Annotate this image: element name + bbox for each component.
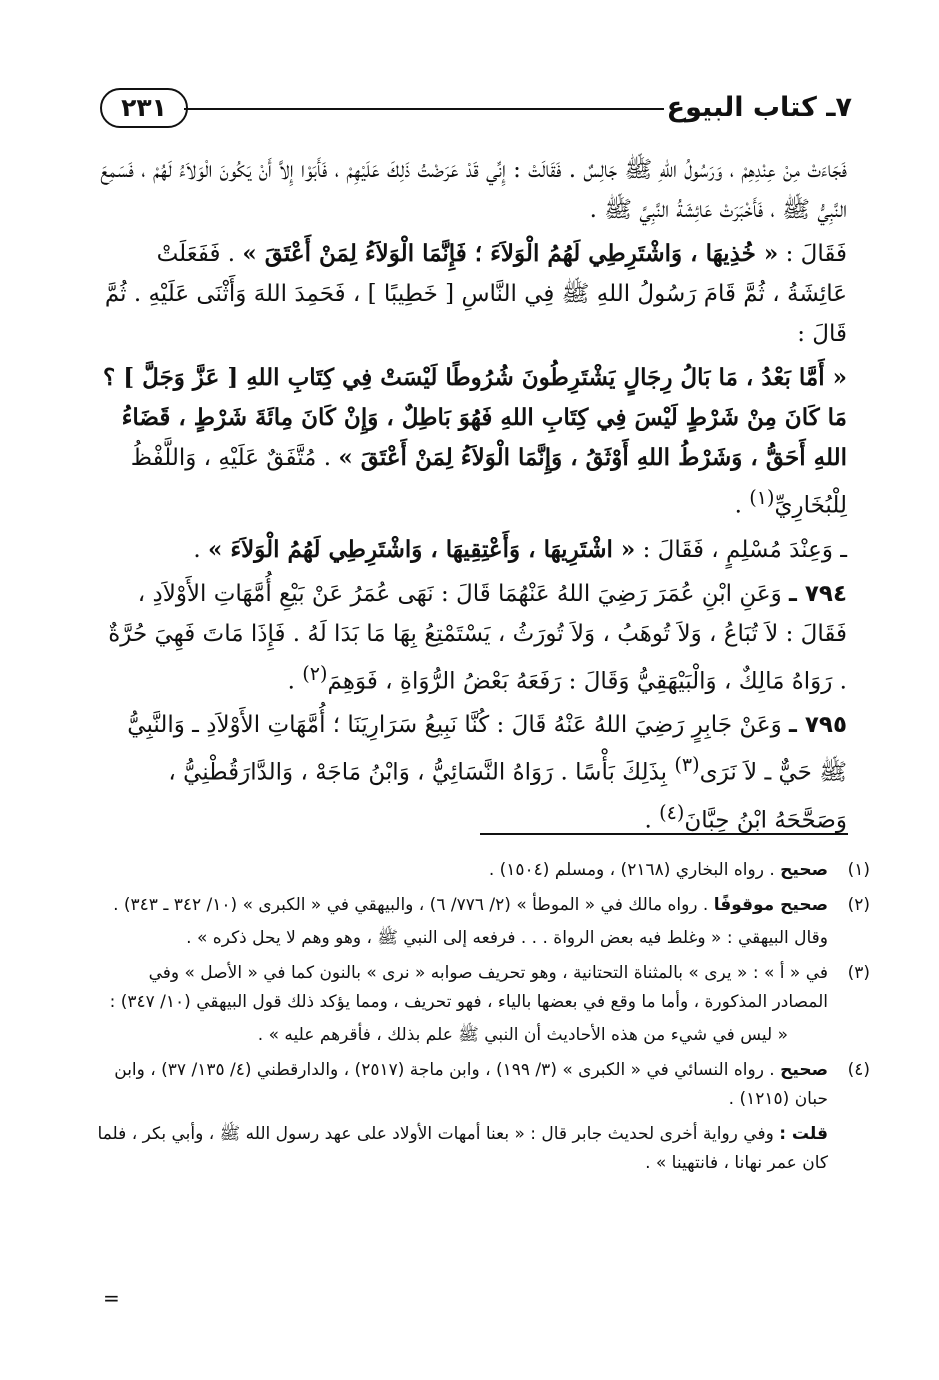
paragraph-1: فَجَاءَتْ مِنْ عِنْدِهِمْ ، وَرَسُولُ اللهِ ﷺ جَالِسٌ . فَقَالَتْ : إِنِّي قَدْ عَرَضْتُ ذَلِكَ عَلَيْهِمْ ، فَأَبَوْا إِلاَّ أَنْ يَكُونَ الْوَلاَءُ لَهُمْ ، فَسَمِعَ النَّبِيُّ ﷺ ، فَأَخْبَرَتْ عَائِشَةُ النَّبِيَّ ﷺ . — [100, 157, 847, 223]
footnote-2-text: . رواه مالك في « الموطأ » (٢/ ٧٧٦/ ٦) ، والبيهقي في « الكبرى » (١٠/ ٣٤٢ ـ ٣٤٣) . — [113, 895, 709, 915]
footnote-3-mark: (٣) — [847, 963, 870, 983]
hadith-794 — [95, 574, 847, 702]
p4-quote: « اشْتَرِيهَا ، وَأَعْتِقِيهَا ، وَاشْتَرِطِي لَهُمُ الْوَلاَءَ » — [207, 535, 636, 563]
footnote-ref-2: (٢) — [302, 661, 328, 685]
p4-intro: ـ وَعِنْدَ مُسْلِمٍ ، فَقَالَ : — [642, 536, 847, 563]
footnote-4-text: . رواه النسائي في « الكبرى » (٣/ ١٩٩) ، وابن ماجة (٢٥١٧) ، والدارقطني (٤/ ١٣٥/ ٣٧) ، وابن حبان (١٢١٥) . — [114, 1060, 828, 1109]
footnote-3-quote: « ليس في شيء من هذه الأحاديث أن النبي ﷺ علم بذلك ، فأقرهم عليه » . — [257, 1025, 788, 1045]
p3-sermon-quote: « أَمَّا بَعْدُ ، مَا بَالُ رِجَالٍ يَشْتَرِطُونَ شُرُوطًا لَيْسَتْ فِي كِتَابِ اللهِ [ عَزَّ وَجَلَّ ] ؟ مَا كَانَ مِنْ شَرْطٍ لَيْسَ فِي كِتَابِ اللهِ فَهُوَ بَاطِلٌ ، وَإِنْ كَانَ مِائَةَ شَرْطٍ ، قَضَاءُ اللهِ أَحَقُّ ، وَشَرْطُ اللهِ أَوْثَقُ ، وَإِنَّمَا الْوَلاَءُ لِمَنْ أَعْتَقَ » — [103, 364, 847, 471]
footnote-3-text: في « أ » : « يرى » بالمثناة التحتانية ، وهو تحريف صوابه « نرى » بالنون كما في « الأصل » وفي المصادر المذكورة ، وأما ما وقع في بعضها بالياء ، فهو تحريف ، ومما يؤكد ذلك قول البيهقي (١٠/ ٣٤٧) : — [109, 963, 828, 1012]
footnote-4-grade: صحيح — [780, 1060, 828, 1080]
editor-note — [95, 1120, 870, 1178]
hadith-number-795: ٧٩٥ ـ — [789, 712, 847, 739]
hadith-795-end: . — [644, 807, 652, 834]
p4-end: . — [193, 536, 201, 563]
page-number-badge: ٢٣١ — [100, 88, 188, 128]
footnote-ref-1: (١) — [749, 486, 775, 509]
footnote-2-grade: صحيح موقوفًا — [713, 895, 828, 915]
p2-narration: . فَفَعَلَتْ عَائِشَةُ ، ثُمَّ قَامَ رَسُولُ اللهِ ﷺ فِي النَّاسِ [ خَطِيبًا ] ، فَحَمِدَ اللهَ وَأَثْنَى عَلَيْهِ . ثُمَّ قَالَ : — [104, 241, 847, 347]
footnote-1-text: . رواه البخاري (٢١٦٨) ، ومسلم (١٥٠٤) . — [488, 860, 775, 880]
page-header — [100, 88, 852, 132]
p3-end: . — [734, 492, 742, 519]
footnote-1-grade: صحيح — [780, 860, 828, 880]
paragraph-2 — [95, 234, 847, 354]
hadith-795-text-b: بِذَلِكَ بَأْسًا . رَوَاهُ النَّسَائِيُّ ، وَابْنُ مَاجَهْ ، وَالدَّارَقُطْنِيُّ ، وَصَحَّحَهُ ابْنُ حِبَّانَ — [168, 759, 847, 834]
footnote-1 — [95, 856, 870, 885]
p3-attribution: . مُتَّفَقٌ عَلَيْهِ ، وَاللَّفْظُ لِلْبُخَارِيِّ — [130, 445, 847, 519]
paragraph-4 — [95, 530, 847, 570]
footnote-3 — [95, 959, 870, 1050]
hadith-794-text: وَعَنِ ابْنِ عُمَرَ رَضِيَ اللهُ عَنْهُمَا قَالَ : نَهَى عُمَرُ عَنْ بَيْعِ أُمَّهَاتِ الأَوْلاَدِ ، فَقَالَ : لاَ تُبَاعُ ، وَلاَ تُوهَبُ ، وَلاَ تُورَثُ ، يَسْتَمْتِعُ بِهَا مَا بَدَا لَهُ . فَإِذَا مَاتَ فَهِيَ حُرَّةٌ . رَوَاهُ مَالِكٌ ، وَالْبَيْهَقِيُّ وَقَالَ : رَفَعَهُ بَعْضُ الرُّوَاةِ ، فَوَهِمَ — [108, 580, 847, 695]
header-rule — [184, 108, 664, 110]
continuation-mark: = — [103, 1286, 120, 1310]
p2-intro: فَقَالَ : — [785, 241, 847, 267]
hadith-795 — [95, 705, 847, 840]
hadith-794-end: . — [287, 668, 295, 695]
footnotes — [95, 856, 870, 1178]
footnote-separator — [480, 833, 848, 835]
editor-note-text: وفي رواية أخرى لحديث جابر قال : « بعنا أمهات الأولاد على عهد رسول الله ﷺ ، وأبي بكر ، فلما كان عمر نهانا ، فانتهينا » . — [97, 1124, 828, 1173]
footnote-2-mark: (٢) — [847, 895, 870, 915]
editor-note-lead: قلت : — [779, 1124, 828, 1144]
footnote-2 — [95, 891, 870, 953]
footnote-2-comment: وقال البيهقي : « وغلط فيه بعض الرواة . . . فرفعه إلى النبي ﷺ ، وهو وهم لا يحل ذكره » . — [186, 928, 828, 948]
footnote-1-mark: (١) — [847, 860, 870, 880]
chapter-title: ٧ـ كتاب البيوع — [666, 92, 852, 123]
hadith-795-text-a: وَعَنْ جَابِرٍ رَضِيَ اللهُ عَنْهُ قَالَ : كُنَّا نَبِيعُ سَرَارِيَنَا ؛ أُمَّهَاتِ الأَوْلاَدِ ـ وَالنَّبِيُّ ﷺ حَيٌّ ـ لاَ نَرَى — [127, 712, 847, 786]
main-text — [95, 150, 847, 845]
footnote-ref-3: (٣) — [674, 753, 700, 777]
footnote-4-mark: (٤) — [847, 1060, 870, 1080]
hadith-number-794: ٧٩٤ ـ — [789, 580, 847, 607]
p2-quote: « خُذِيهَا ، وَاشْتَرِطِي لَهُمُ الْوَلاَءَ ؛ فَإِنَّمَا الْوَلاَءُ لِمَنْ أَعْتَقَ » — [242, 240, 779, 267]
paragraph-3 — [95, 358, 847, 526]
footnote-4 — [95, 1056, 870, 1114]
footnote-ref-4: (٤) — [659, 800, 685, 824]
